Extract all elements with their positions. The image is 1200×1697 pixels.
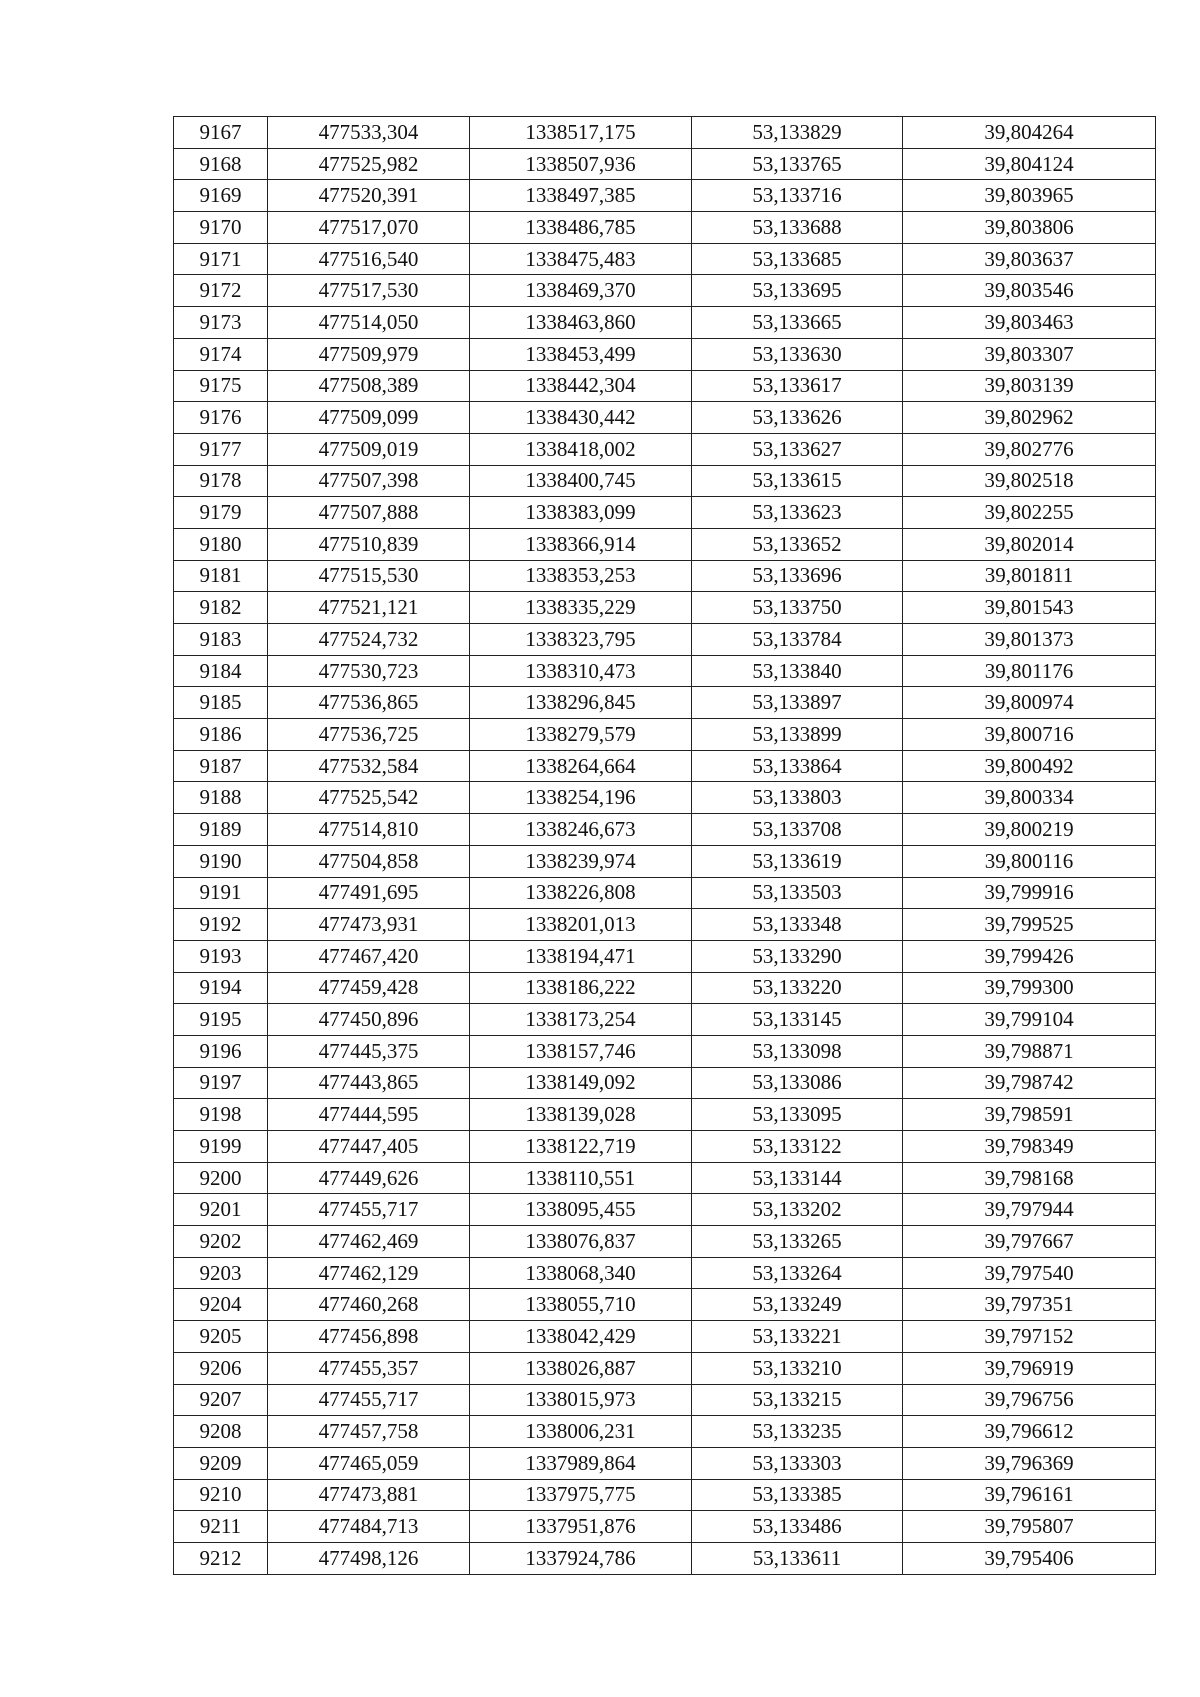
table-row xyxy=(174,624,1156,656)
point-number-cell: 9208 xyxy=(174,1416,268,1448)
x-coordinate-cell: 477504,858 xyxy=(268,845,470,877)
latitude-cell: 53,133623 xyxy=(692,497,903,529)
point-number-cell: 9169 xyxy=(174,180,268,212)
y-coordinate-cell: 1338400,745 xyxy=(470,465,692,497)
latitude-cell: 53,133685 xyxy=(692,243,903,275)
table-row xyxy=(174,1447,1156,1479)
point-number-cell: 9202 xyxy=(174,1226,268,1258)
point-number-cell: 9170 xyxy=(174,212,268,244)
table-row xyxy=(174,592,1156,624)
latitude-cell: 53,133626 xyxy=(692,402,903,434)
table-row xyxy=(174,1067,1156,1099)
y-coordinate-cell: 1338366,914 xyxy=(470,528,692,560)
longitude-cell: 39,803546 xyxy=(903,275,1156,307)
table-row xyxy=(174,1226,1156,1258)
x-coordinate-cell: 477514,810 xyxy=(268,814,470,846)
table-row xyxy=(174,972,1156,1004)
latitude-cell: 53,133652 xyxy=(692,528,903,560)
x-coordinate-cell: 477455,717 xyxy=(268,1384,470,1416)
table-row xyxy=(174,1542,1156,1574)
latitude-cell: 53,133290 xyxy=(692,940,903,972)
table-row xyxy=(174,687,1156,719)
point-number-cell: 9193 xyxy=(174,940,268,972)
x-coordinate-cell: 477509,099 xyxy=(268,402,470,434)
latitude-cell: 53,133864 xyxy=(692,750,903,782)
y-coordinate-cell: 1338226,808 xyxy=(470,877,692,909)
table-row xyxy=(174,1352,1156,1384)
latitude-cell: 53,133688 xyxy=(692,212,903,244)
y-coordinate-cell: 1338076,837 xyxy=(470,1226,692,1258)
table-row xyxy=(174,243,1156,275)
longitude-cell: 39,798349 xyxy=(903,1131,1156,1163)
y-coordinate-cell: 1338122,719 xyxy=(470,1131,692,1163)
longitude-cell: 39,799426 xyxy=(903,940,1156,972)
y-coordinate-cell: 1338006,231 xyxy=(470,1416,692,1448)
latitude-cell: 53,133765 xyxy=(692,148,903,180)
y-coordinate-cell: 1338110,551 xyxy=(470,1162,692,1194)
longitude-cell: 39,795406 xyxy=(903,1542,1156,1574)
latitude-cell: 53,133095 xyxy=(692,1099,903,1131)
latitude-cell: 53,133708 xyxy=(692,814,903,846)
y-coordinate-cell: 1338254,196 xyxy=(470,782,692,814)
latitude-cell: 53,133215 xyxy=(692,1384,903,1416)
longitude-cell: 39,796612 xyxy=(903,1416,1156,1448)
latitude-cell: 53,133630 xyxy=(692,338,903,370)
x-coordinate-cell: 477484,713 xyxy=(268,1511,470,1543)
longitude-cell: 39,804264 xyxy=(903,117,1156,149)
y-coordinate-cell: 1338517,175 xyxy=(470,117,692,149)
y-coordinate-cell: 1338507,936 xyxy=(470,148,692,180)
latitude-cell: 53,133627 xyxy=(692,433,903,465)
longitude-cell: 39,797944 xyxy=(903,1194,1156,1226)
y-coordinate-cell: 1338430,442 xyxy=(470,402,692,434)
latitude-cell: 53,133303 xyxy=(692,1447,903,1479)
y-coordinate-cell: 1338475,483 xyxy=(470,243,692,275)
table-row xyxy=(174,307,1156,339)
longitude-cell: 39,801373 xyxy=(903,624,1156,656)
x-coordinate-cell: 477509,019 xyxy=(268,433,470,465)
x-coordinate-cell: 477467,420 xyxy=(268,940,470,972)
point-number-cell: 9167 xyxy=(174,117,268,149)
longitude-cell: 39,803139 xyxy=(903,370,1156,402)
latitude-cell: 53,133696 xyxy=(692,560,903,592)
x-coordinate-cell: 477525,542 xyxy=(268,782,470,814)
latitude-cell: 53,133619 xyxy=(692,845,903,877)
table-row xyxy=(174,402,1156,434)
x-coordinate-cell: 477473,881 xyxy=(268,1479,470,1511)
point-number-cell: 9181 xyxy=(174,560,268,592)
point-number-cell: 9180 xyxy=(174,528,268,560)
x-coordinate-cell: 477524,732 xyxy=(268,624,470,656)
longitude-cell: 39,800219 xyxy=(903,814,1156,846)
table-row xyxy=(174,1099,1156,1131)
x-coordinate-cell: 477498,126 xyxy=(268,1542,470,1574)
table-row xyxy=(174,1479,1156,1511)
longitude-cell: 39,801176 xyxy=(903,655,1156,687)
longitude-cell: 39,799104 xyxy=(903,1004,1156,1036)
coordinates-table xyxy=(173,116,1156,1575)
point-number-cell: 9189 xyxy=(174,814,268,846)
longitude-cell: 39,796369 xyxy=(903,1447,1156,1479)
latitude-cell: 53,133145 xyxy=(692,1004,903,1036)
x-coordinate-cell: 477514,050 xyxy=(268,307,470,339)
longitude-cell: 39,795807 xyxy=(903,1511,1156,1543)
latitude-cell: 53,133144 xyxy=(692,1162,903,1194)
table-row xyxy=(174,655,1156,687)
latitude-cell: 53,133611 xyxy=(692,1542,903,1574)
longitude-cell: 39,803307 xyxy=(903,338,1156,370)
x-coordinate-cell: 477473,931 xyxy=(268,909,470,941)
y-coordinate-cell: 1337924,786 xyxy=(470,1542,692,1574)
point-number-cell: 9212 xyxy=(174,1542,268,1574)
point-number-cell: 9210 xyxy=(174,1479,268,1511)
table-row xyxy=(174,433,1156,465)
table-body xyxy=(174,117,1156,1575)
x-coordinate-cell: 477460,268 xyxy=(268,1289,470,1321)
latitude-cell: 53,133098 xyxy=(692,1035,903,1067)
longitude-cell: 39,802962 xyxy=(903,402,1156,434)
y-coordinate-cell: 1338442,304 xyxy=(470,370,692,402)
x-coordinate-cell: 477516,540 xyxy=(268,243,470,275)
point-number-cell: 9175 xyxy=(174,370,268,402)
table-row xyxy=(174,719,1156,751)
longitude-cell: 39,803463 xyxy=(903,307,1156,339)
x-coordinate-cell: 477508,389 xyxy=(268,370,470,402)
table-row xyxy=(174,750,1156,782)
y-coordinate-cell: 1338296,845 xyxy=(470,687,692,719)
point-number-cell: 9172 xyxy=(174,275,268,307)
table-row xyxy=(174,1289,1156,1321)
latitude-cell: 53,133210 xyxy=(692,1352,903,1384)
longitude-cell: 39,797351 xyxy=(903,1289,1156,1321)
y-coordinate-cell: 1338463,860 xyxy=(470,307,692,339)
point-number-cell: 9174 xyxy=(174,338,268,370)
latitude-cell: 53,133235 xyxy=(692,1416,903,1448)
x-coordinate-cell: 477507,888 xyxy=(268,497,470,529)
y-coordinate-cell: 1338139,028 xyxy=(470,1099,692,1131)
point-number-cell: 9199 xyxy=(174,1131,268,1163)
x-coordinate-cell: 477530,723 xyxy=(268,655,470,687)
y-coordinate-cell: 1338323,795 xyxy=(470,624,692,656)
point-number-cell: 9191 xyxy=(174,877,268,909)
latitude-cell: 53,133385 xyxy=(692,1479,903,1511)
point-number-cell: 9171 xyxy=(174,243,268,275)
point-number-cell: 9184 xyxy=(174,655,268,687)
y-coordinate-cell: 1338068,340 xyxy=(470,1257,692,1289)
x-coordinate-cell: 477462,469 xyxy=(268,1226,470,1258)
longitude-cell: 39,801811 xyxy=(903,560,1156,592)
y-coordinate-cell: 1338042,429 xyxy=(470,1321,692,1353)
y-coordinate-cell: 1338239,974 xyxy=(470,845,692,877)
y-coordinate-cell: 1337989,864 xyxy=(470,1447,692,1479)
latitude-cell: 53,133249 xyxy=(692,1289,903,1321)
x-coordinate-cell: 477509,979 xyxy=(268,338,470,370)
point-number-cell: 9206 xyxy=(174,1352,268,1384)
point-number-cell: 9196 xyxy=(174,1035,268,1067)
x-coordinate-cell: 477517,070 xyxy=(268,212,470,244)
longitude-cell: 39,802776 xyxy=(903,433,1156,465)
table-row xyxy=(174,1035,1156,1067)
point-number-cell: 9195 xyxy=(174,1004,268,1036)
table-row xyxy=(174,497,1156,529)
longitude-cell: 39,802014 xyxy=(903,528,1156,560)
y-coordinate-cell: 1338026,887 xyxy=(470,1352,692,1384)
table-row xyxy=(174,338,1156,370)
table-row xyxy=(174,1257,1156,1289)
point-number-cell: 9205 xyxy=(174,1321,268,1353)
table-row xyxy=(174,528,1156,560)
table-row xyxy=(174,465,1156,497)
y-coordinate-cell: 1338264,664 xyxy=(470,750,692,782)
latitude-cell: 53,133829 xyxy=(692,117,903,149)
point-number-cell: 9183 xyxy=(174,624,268,656)
x-coordinate-cell: 477462,129 xyxy=(268,1257,470,1289)
longitude-cell: 39,804124 xyxy=(903,148,1156,180)
longitude-cell: 39,800334 xyxy=(903,782,1156,814)
y-coordinate-cell: 1338453,499 xyxy=(470,338,692,370)
latitude-cell: 53,133348 xyxy=(692,909,903,941)
latitude-cell: 53,133220 xyxy=(692,972,903,1004)
longitude-cell: 39,796756 xyxy=(903,1384,1156,1416)
longitude-cell: 39,798591 xyxy=(903,1099,1156,1131)
x-coordinate-cell: 477465,059 xyxy=(268,1447,470,1479)
latitude-cell: 53,133750 xyxy=(692,592,903,624)
latitude-cell: 53,133264 xyxy=(692,1257,903,1289)
point-number-cell: 9201 xyxy=(174,1194,268,1226)
x-coordinate-cell: 477455,717 xyxy=(268,1194,470,1226)
table-row xyxy=(174,909,1156,941)
x-coordinate-cell: 477443,865 xyxy=(268,1067,470,1099)
y-coordinate-cell: 1338469,370 xyxy=(470,275,692,307)
point-number-cell: 9177 xyxy=(174,433,268,465)
latitude-cell: 53,133503 xyxy=(692,877,903,909)
point-number-cell: 9186 xyxy=(174,719,268,751)
table-row xyxy=(174,877,1156,909)
x-coordinate-cell: 477450,896 xyxy=(268,1004,470,1036)
table-row xyxy=(174,814,1156,846)
table-row xyxy=(174,940,1156,972)
y-coordinate-cell: 1337975,775 xyxy=(470,1479,692,1511)
latitude-cell: 53,133086 xyxy=(692,1067,903,1099)
table-row xyxy=(174,370,1156,402)
longitude-cell: 39,803965 xyxy=(903,180,1156,212)
point-number-cell: 9187 xyxy=(174,750,268,782)
x-coordinate-cell: 477532,584 xyxy=(268,750,470,782)
longitude-cell: 39,800716 xyxy=(903,719,1156,751)
table-row xyxy=(174,1194,1156,1226)
x-coordinate-cell: 477456,898 xyxy=(268,1321,470,1353)
x-coordinate-cell: 477517,530 xyxy=(268,275,470,307)
longitude-cell: 39,799916 xyxy=(903,877,1156,909)
y-coordinate-cell: 1338055,710 xyxy=(470,1289,692,1321)
point-number-cell: 9173 xyxy=(174,307,268,339)
latitude-cell: 53,133202 xyxy=(692,1194,903,1226)
y-coordinate-cell: 1338383,099 xyxy=(470,497,692,529)
longitude-cell: 39,797540 xyxy=(903,1257,1156,1289)
x-coordinate-cell: 477525,982 xyxy=(268,148,470,180)
y-coordinate-cell: 1338497,385 xyxy=(470,180,692,212)
x-coordinate-cell: 477447,405 xyxy=(268,1131,470,1163)
point-number-cell: 9207 xyxy=(174,1384,268,1416)
table-row xyxy=(174,782,1156,814)
latitude-cell: 53,133221 xyxy=(692,1321,903,1353)
longitude-cell: 39,800974 xyxy=(903,687,1156,719)
table-row xyxy=(174,1162,1156,1194)
y-coordinate-cell: 1338194,471 xyxy=(470,940,692,972)
point-number-cell: 9179 xyxy=(174,497,268,529)
latitude-cell: 53,133486 xyxy=(692,1511,903,1543)
x-coordinate-cell: 477491,695 xyxy=(268,877,470,909)
table-row xyxy=(174,275,1156,307)
point-number-cell: 9194 xyxy=(174,972,268,1004)
latitude-cell: 53,133615 xyxy=(692,465,903,497)
longitude-cell: 39,802255 xyxy=(903,497,1156,529)
table-row xyxy=(174,1416,1156,1448)
y-coordinate-cell: 1337951,876 xyxy=(470,1511,692,1543)
longitude-cell: 39,802518 xyxy=(903,465,1156,497)
x-coordinate-cell: 477520,391 xyxy=(268,180,470,212)
y-coordinate-cell: 1338095,455 xyxy=(470,1194,692,1226)
latitude-cell: 53,133122 xyxy=(692,1131,903,1163)
x-coordinate-cell: 477536,865 xyxy=(268,687,470,719)
point-number-cell: 9198 xyxy=(174,1099,268,1131)
table-row xyxy=(174,117,1156,149)
longitude-cell: 39,799525 xyxy=(903,909,1156,941)
latitude-cell: 53,133784 xyxy=(692,624,903,656)
latitude-cell: 53,133716 xyxy=(692,180,903,212)
y-coordinate-cell: 1338015,973 xyxy=(470,1384,692,1416)
y-coordinate-cell: 1338486,785 xyxy=(470,212,692,244)
point-number-cell: 9197 xyxy=(174,1067,268,1099)
longitude-cell: 39,800492 xyxy=(903,750,1156,782)
x-coordinate-cell: 477536,725 xyxy=(268,719,470,751)
longitude-cell: 39,800116 xyxy=(903,845,1156,877)
table-row xyxy=(174,1321,1156,1353)
point-number-cell: 9190 xyxy=(174,845,268,877)
table-row xyxy=(174,560,1156,592)
latitude-cell: 53,133803 xyxy=(692,782,903,814)
point-number-cell: 9209 xyxy=(174,1447,268,1479)
latitude-cell: 53,133695 xyxy=(692,275,903,307)
y-coordinate-cell: 1338149,092 xyxy=(470,1067,692,1099)
y-coordinate-cell: 1338310,473 xyxy=(470,655,692,687)
table-row xyxy=(174,180,1156,212)
point-number-cell: 9185 xyxy=(174,687,268,719)
point-number-cell: 9182 xyxy=(174,592,268,624)
x-coordinate-cell: 477449,626 xyxy=(268,1162,470,1194)
x-coordinate-cell: 477533,304 xyxy=(268,117,470,149)
y-coordinate-cell: 1338335,229 xyxy=(470,592,692,624)
point-number-cell: 9178 xyxy=(174,465,268,497)
table-row xyxy=(174,1384,1156,1416)
table-row xyxy=(174,845,1156,877)
longitude-cell: 39,799300 xyxy=(903,972,1156,1004)
latitude-cell: 53,133665 xyxy=(692,307,903,339)
point-number-cell: 9192 xyxy=(174,909,268,941)
point-number-cell: 9176 xyxy=(174,402,268,434)
x-coordinate-cell: 477455,357 xyxy=(268,1352,470,1384)
point-number-cell: 9188 xyxy=(174,782,268,814)
longitude-cell: 39,798742 xyxy=(903,1067,1156,1099)
y-coordinate-cell: 1338173,254 xyxy=(470,1004,692,1036)
x-coordinate-cell: 477444,595 xyxy=(268,1099,470,1131)
longitude-cell: 39,803806 xyxy=(903,212,1156,244)
x-coordinate-cell: 477521,121 xyxy=(268,592,470,624)
point-number-cell: 9200 xyxy=(174,1162,268,1194)
table-row xyxy=(174,1131,1156,1163)
y-coordinate-cell: 1338201,013 xyxy=(470,909,692,941)
point-number-cell: 9203 xyxy=(174,1257,268,1289)
latitude-cell: 53,133899 xyxy=(692,719,903,751)
table-row xyxy=(174,148,1156,180)
y-coordinate-cell: 1338157,746 xyxy=(470,1035,692,1067)
y-coordinate-cell: 1338353,253 xyxy=(470,560,692,592)
table-row xyxy=(174,212,1156,244)
latitude-cell: 53,133265 xyxy=(692,1226,903,1258)
longitude-cell: 39,796919 xyxy=(903,1352,1156,1384)
table-row xyxy=(174,1511,1156,1543)
x-coordinate-cell: 477459,428 xyxy=(268,972,470,1004)
y-coordinate-cell: 1338186,222 xyxy=(470,972,692,1004)
x-coordinate-cell: 477445,375 xyxy=(268,1035,470,1067)
table-row xyxy=(174,1004,1156,1036)
point-number-cell: 9211 xyxy=(174,1511,268,1543)
x-coordinate-cell: 477510,839 xyxy=(268,528,470,560)
longitude-cell: 39,803637 xyxy=(903,243,1156,275)
longitude-cell: 39,797667 xyxy=(903,1226,1156,1258)
point-number-cell: 9168 xyxy=(174,148,268,180)
longitude-cell: 39,798871 xyxy=(903,1035,1156,1067)
y-coordinate-cell: 1338418,002 xyxy=(470,433,692,465)
x-coordinate-cell: 477457,758 xyxy=(268,1416,470,1448)
latitude-cell: 53,133840 xyxy=(692,655,903,687)
latitude-cell: 53,133617 xyxy=(692,370,903,402)
longitude-cell: 39,798168 xyxy=(903,1162,1156,1194)
point-number-cell: 9204 xyxy=(174,1289,268,1321)
longitude-cell: 39,796161 xyxy=(903,1479,1156,1511)
longitude-cell: 39,801543 xyxy=(903,592,1156,624)
x-coordinate-cell: 477515,530 xyxy=(268,560,470,592)
latitude-cell: 53,133897 xyxy=(692,687,903,719)
y-coordinate-cell: 1338246,673 xyxy=(470,814,692,846)
x-coordinate-cell: 477507,398 xyxy=(268,465,470,497)
y-coordinate-cell: 1338279,579 xyxy=(470,719,692,751)
longitude-cell: 39,797152 xyxy=(903,1321,1156,1353)
